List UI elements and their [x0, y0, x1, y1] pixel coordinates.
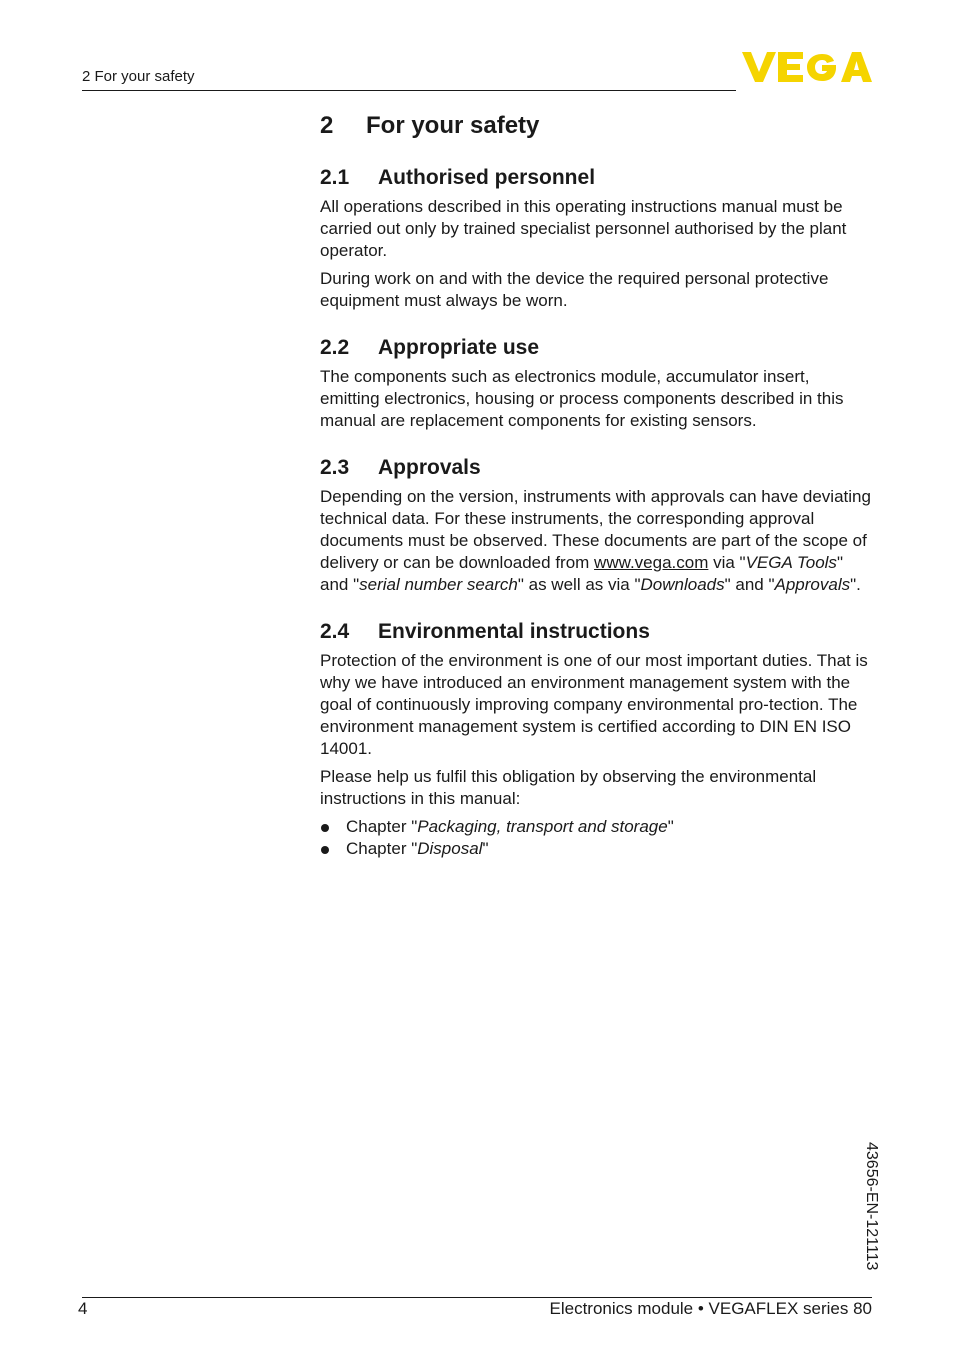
paragraph: Protection of the environment is one of our most important duties. That is why we have introduced an environment management system with the goal of continuously improving company environmental pro-tection. The environment management system is certified according to DIN EN ISO 14001. [320, 651, 868, 758]
paragraph: During work on and with the device the required personal protective equipment must always be worn. [320, 269, 829, 310]
section-heading-appropriate-use [320, 334, 872, 362]
italic-chapter-name: Packaging, transport and storage [417, 817, 668, 836]
chapter-title: For your safety [366, 112, 540, 139]
text-run: " and " [320, 553, 843, 594]
italic-serial-number-search: serial number search [359, 575, 518, 594]
text-run: " as well as via " [517, 575, 641, 594]
vega-website-link[interactable]: www.vega.com [594, 553, 709, 572]
section-title: Authorised personnel [378, 166, 596, 189]
section-title: Appropriate use [378, 336, 540, 359]
section-number: 2.1 [320, 166, 350, 189]
text-run: Chapter " [346, 817, 418, 836]
chapter-reference-list [320, 816, 872, 860]
document-code [860, 1142, 900, 1292]
vega-logo [742, 52, 872, 82]
page-number: 4 [78, 1299, 88, 1318]
footer-rule [82, 1297, 872, 1298]
italic-downloads: Downloads [640, 575, 725, 594]
text-run: ". [850, 575, 861, 594]
section-number: 2.4 [320, 620, 350, 643]
italic-vega-tools: VEGA Tools [745, 553, 837, 572]
document-code-text: 43656-EN-121113 [863, 1142, 880, 1271]
paragraph: The components such as electronics module, accumulator insert, emitting electronics, housing or process components described in this manual are replacement components for existing sensors. [320, 367, 844, 430]
section-title: Approvals [378, 456, 481, 479]
text-run: via " [708, 553, 746, 572]
italic-approvals: Approvals [774, 575, 851, 594]
paragraph: Please help us fulfil this obligation by observing the environmental instructions in this manual: [320, 767, 817, 808]
paragraph: All operations described in this operating instructions manual must be carried out only by trained specialist personnel authorised by the plant operator. [320, 197, 847, 260]
chapter-heading [320, 110, 872, 142]
list-item [320, 838, 872, 860]
list-item [320, 816, 872, 838]
section-heading-authorised-personnel [320, 164, 872, 192]
chapter-number: 2 [320, 112, 334, 139]
section-title: Environmental instructions [378, 620, 650, 643]
running-header: 2 For your safety [82, 68, 195, 85]
text-run: Depending on the version, instruments with approvals can have deviating technical data. For these instruments, the corresponding approval documents must be observed. These documents are part of the scope of delivery or can be downloaded from [320, 487, 871, 572]
text-run: " [482, 839, 489, 858]
text-run: " [667, 817, 674, 836]
text-run: Chapter " [346, 839, 418, 858]
section-heading-approvals [320, 454, 872, 482]
italic-chapter-name: Disposal [417, 839, 483, 858]
main-content [320, 110, 872, 860]
text-run: " and " [724, 575, 775, 594]
header-rule [82, 90, 736, 91]
section-number: 2.2 [320, 336, 350, 359]
section-number: 2.3 [320, 456, 350, 479]
bullet-icon [321, 824, 329, 832]
footer-title: Electronics module • VEGAFLEX series 80 [549, 1299, 872, 1318]
section-heading-environmental-instructions [320, 618, 872, 646]
paragraph-approvals [320, 486, 872, 596]
bullet-icon [321, 846, 329, 854]
